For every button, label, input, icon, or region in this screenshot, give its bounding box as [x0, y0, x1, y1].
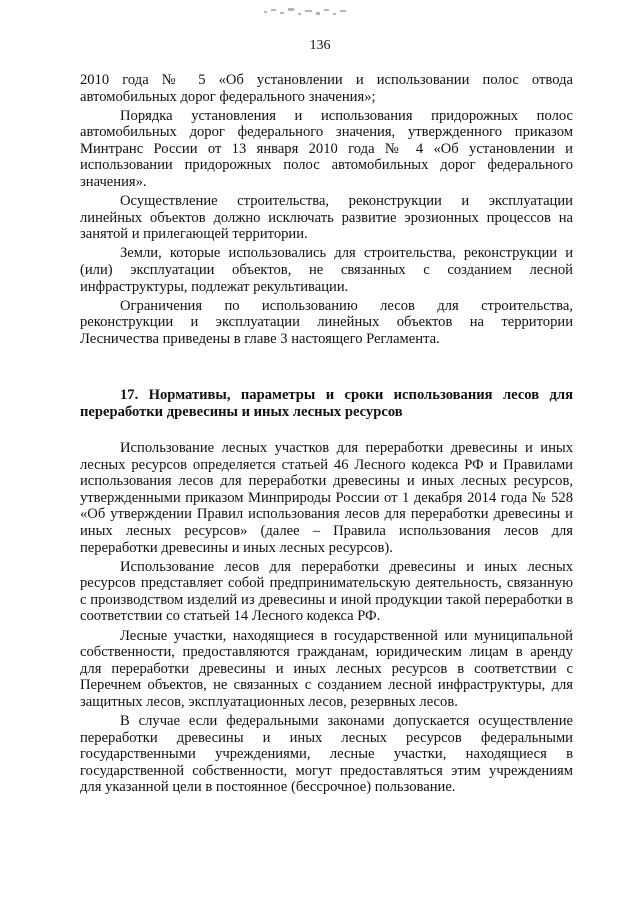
- paragraph: Лесные участки, находящиеся в государственной или муниципальной собственности, предоставляются гражданам, юридическим лицам в аренду для переработки древесины и иных лесных ресурсов в соответствии с Перечнем объектов, не связанных с созданием лесной инфраструктуры, для защитных лесов, эксплуатационных лесов, резервных лесов.: [80, 627, 573, 710]
- paragraph: Использование лесных участков для переработки древесины и иных лесных ресурсов определяется статьей 46 Лесного кодекса РФ и Правилами использования лесов для переработки древесины и иных лесных ресурсов, утвержденными приказом Минприроды России от 1 декабря 2014 года № 528 «Об утверждении Правил использования лесов для переработки древесины и иных лесных ресурсов» (далее – Правила использования лесов для переработки древесины и иных лесных ресурсов).: [80, 440, 573, 556]
- scan-noise-mark: [262, 6, 352, 18]
- paragraph: Ограничения по использованию лесов для строительства, реконструкции и эксплуатации линейных объектов на территории Лесничества приведены в главе 3 настоящего Регламента.: [80, 297, 573, 347]
- text-block-1: [80, 72, 573, 348]
- paragraph: Земли, которые использовались для строительства, реконструкции и (или) эксплуатации объектов, не связанных с созданием лесной инфраструктуры, подлежат рекультивации.: [80, 245, 573, 295]
- page-number: 136: [309, 38, 331, 53]
- paragraph: В случае если федеральными законами допускается осуществление переработки древесины и иных лесных ресурсов федеральными государственными учреждениями, лесные участки, находящиеся в государственной собственности, могут предоставляться этим учреждениям для указанной цели в постоянное (бессрочное) пользование.: [80, 713, 573, 796]
- paragraph: Порядка установления и использования придорожных полос автомобильных дорог федерального значения, утвержденного приказом Минтранс России от 13 января 2010 года № 4 «Об установлении и использовании придорожных полос автомобильных дорог федерального значения».: [80, 107, 573, 191]
- paragraph: 2010 года № 5 «Об установлении и использовании полос отвода автомобильных дорог федерального значения»;: [80, 72, 573, 105]
- section-heading: 17. Нормативы, параметры и сроки использования лесов для переработки древесины и иных лесных ресурсов: [80, 387, 573, 420]
- paragraph: Использование лесов для переработки древесины и иных лесных ресурсов представляет собой предпринимательскую деятельность, связанную с производством изделий из древесины и иной продукции такой переработки в соответствии со статьей 14 Лесного кодекса РФ.: [80, 558, 573, 625]
- paragraph: Осуществление строительства, реконструкции и эксплуатации линейных объектов должно исключать развитие эрозионных процессов на занятой и прилегающей территории.: [80, 193, 573, 243]
- text-block-2: [80, 440, 573, 796]
